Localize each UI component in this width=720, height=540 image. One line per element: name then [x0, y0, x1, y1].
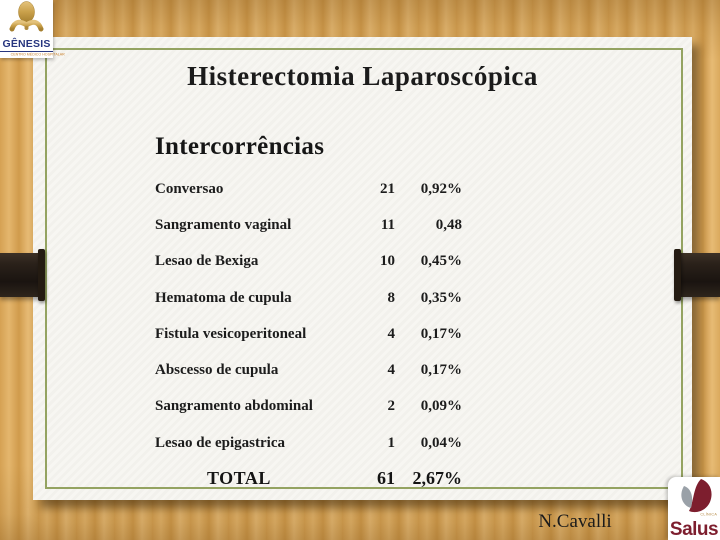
author-credit: N.Cavalli [538, 511, 612, 532]
row-percent: 0,92% [420, 180, 462, 197]
row-percent: 0,04% [420, 434, 462, 451]
row-count: 1 [387, 434, 395, 451]
table-row [155, 389, 475, 425]
row-count: 4 [387, 362, 395, 379]
complications-table [155, 171, 475, 461]
slide-title: Histerectomia Laparoscópica [187, 61, 538, 91]
genesis-logo-title: GÊNESIS [0, 38, 53, 52]
total-count: 61 [377, 468, 395, 488]
row-percent: 0,17% [420, 362, 462, 379]
row-label: Sangramento vaginal [155, 216, 292, 233]
table-row [155, 171, 475, 207]
row-percent: 0,48 [435, 216, 462, 233]
row-percent: 0,35% [420, 289, 462, 306]
row-percent: 0,45% [420, 253, 462, 270]
row-percent: 0,17% [420, 325, 462, 342]
row-percent: 0,09% [420, 398, 462, 415]
table-total-row [155, 468, 475, 489]
presentation-slide [33, 37, 692, 500]
table-row [155, 316, 475, 352]
right-binder-clip [680, 253, 720, 297]
row-count: 4 [387, 325, 395, 342]
row-label: Lesao de epigastrica [155, 434, 285, 451]
genesis-egg-hands-icon [0, 0, 53, 32]
row-count: 21 [380, 180, 395, 197]
table-row [155, 352, 475, 388]
row-label: Lesao de Bexiga [155, 253, 259, 270]
row-label: Abscesso de cupula [155, 362, 279, 379]
genesis-logo-subtitle: CENTRO MÉDICO HOSPITALAR [10, 53, 65, 57]
table-row [155, 280, 475, 316]
left-binder-clip-cap [38, 249, 45, 301]
row-count: 10 [380, 253, 395, 270]
row-label: Fistula vesicoperitoneal [155, 325, 307, 342]
salus-logo-tagline: CLÍNICA [700, 513, 717, 517]
table-row [155, 244, 475, 280]
section-heading: Intercorrências [155, 133, 325, 160]
right-binder-clip-cap [674, 249, 681, 301]
total-percent: 2,67% [412, 468, 462, 488]
salus-logo [668, 477, 720, 540]
table-row [155, 207, 475, 243]
salus-heart-icon [673, 478, 715, 518]
row-label: Sangramento abdominal [155, 398, 313, 415]
table-row [155, 425, 475, 461]
salus-logo-wordmark: Salus [669, 519, 719, 540]
row-count: 11 [380, 216, 395, 233]
row-label: Hematoma de cupula [155, 289, 292, 306]
left-binder-clip [0, 253, 40, 297]
row-label: Conversao [155, 180, 224, 197]
row-count: 8 [387, 289, 395, 306]
row-count: 2 [387, 398, 395, 415]
genesis-logo [0, 0, 65, 58]
total-label: TOTAL [207, 468, 271, 488]
